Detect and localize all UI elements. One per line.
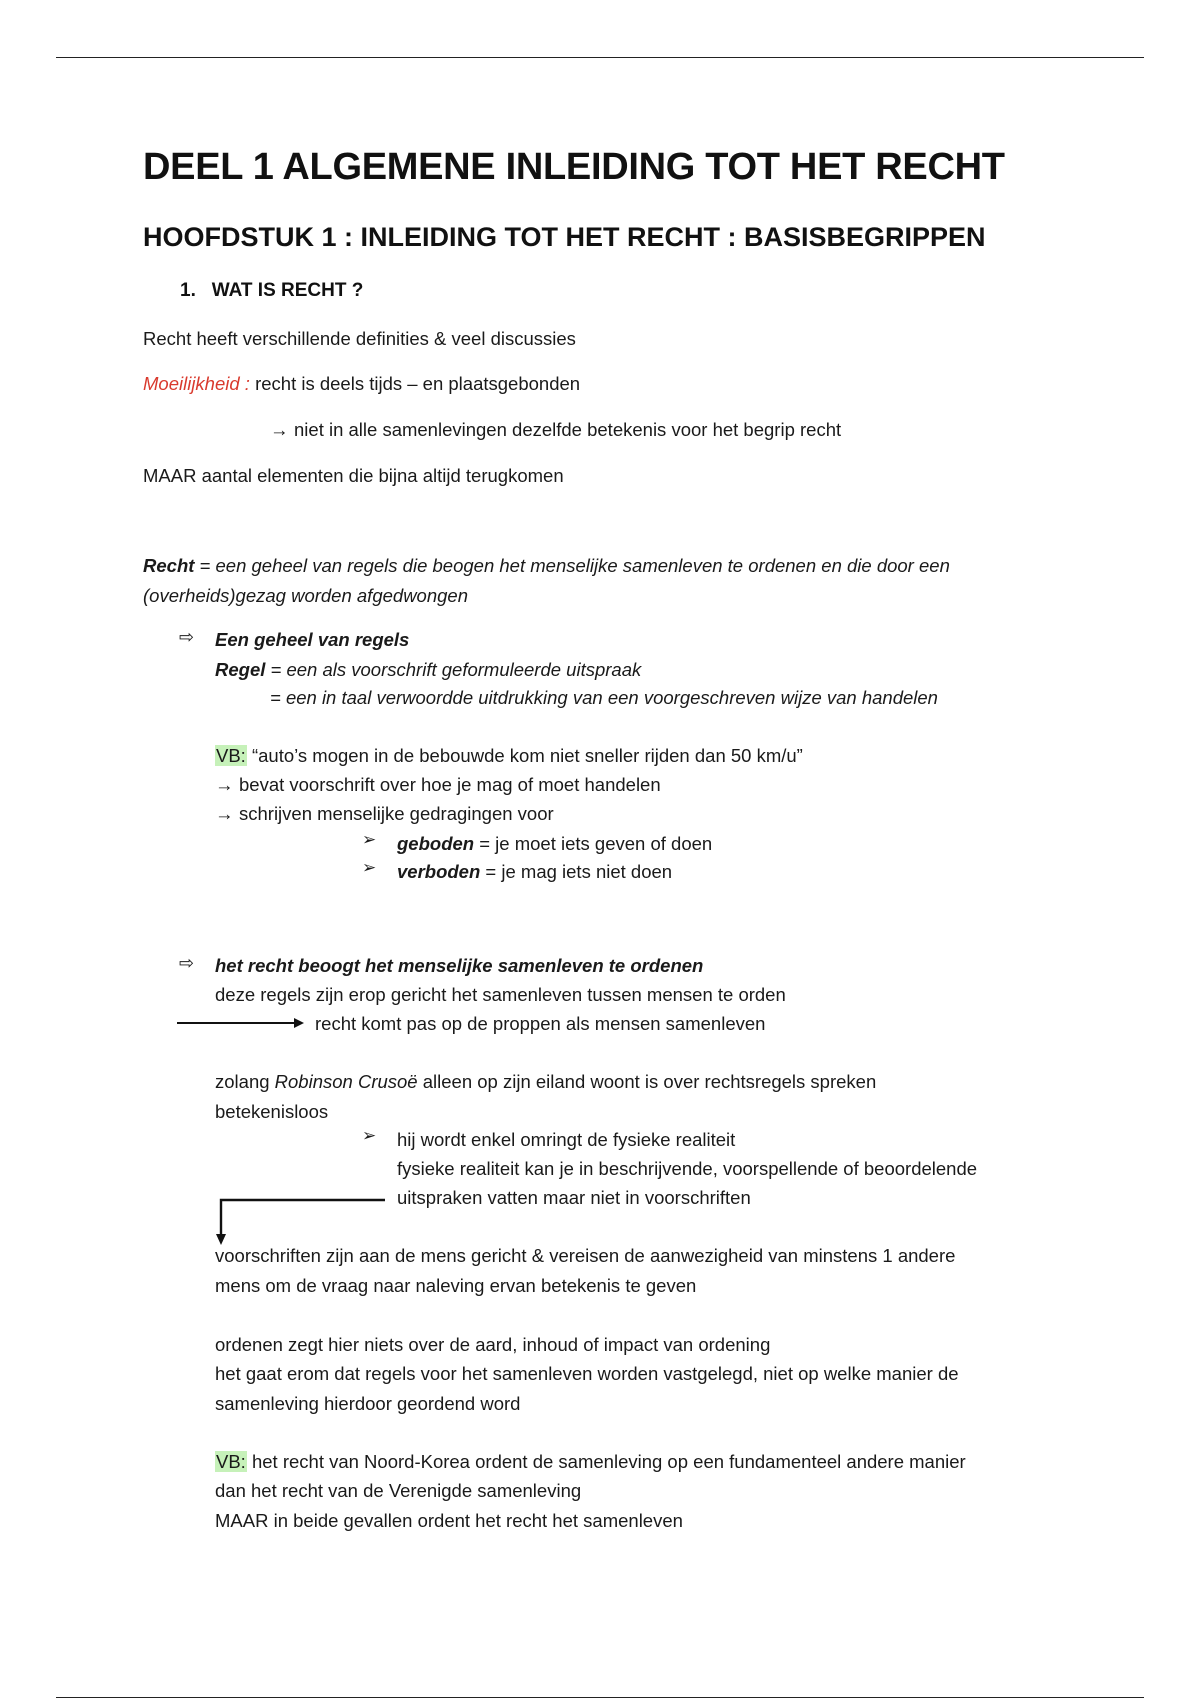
regel-def-2: = een in taal verwoordde uitdrukking van een voorgeschreven wijze van handelen [270,687,938,708]
vb-text-2: het recht van Noord-Korea ordent de samenleving op een fundamenteel andere manier [246,1451,966,1472]
bullet-line-2: fysieke realiteit kan je in beschrijvende, voorspellende of beoordelende [397,1158,978,1179]
geboden-term: geboden [397,833,475,854]
block2-line-1: deze regels zijn erop gericht het samenleven tussen mensen te orden [215,984,786,1005]
block2-arrow-text: recht komt pas op de proppen als mensen samenleven [315,1013,766,1034]
intro-arrow-text: niet in alle samenlevingen dezelfde betekenis voor het begrip recht [294,419,842,440]
verboden-term: verboden [397,861,481,882]
hollow-arrow-bullet-icon: ⇨ [179,627,195,647]
vb-line-4: MAAR in beide gevallen ordent het recht het samenleven [215,1510,683,1531]
bullet-line-3: uitspraken vatten maar niet in voorschriften [397,1187,751,1208]
vb-text-1: “auto’s mogen in de bebouwde kom niet sneller rijden dan 50 km/u” [246,745,803,766]
voorschriften-line-2: mens om de vraag naar naleving ervan betekenis te geven [215,1275,697,1296]
hollow-arrow-bullet-icon: ⇨ [179,953,195,973]
robinson-pre: zolang [215,1071,275,1092]
definition-line-2: (overheids)gezag worden afgedwongen [143,585,468,606]
block1-title: Een geheel van regels [215,629,410,650]
difficulty-text: recht is deels tijds – en plaatsgebonden [249,373,581,394]
ordenen-line-1: ordenen zegt hier niets over de aard, inhoud of impact van ordening [215,1334,771,1355]
vb-line-3: dan het recht van de Verenigde samenleving [215,1480,582,1501]
arrow-text-2: schrijven menselijke gedragingen voor [239,803,554,824]
right-arrow-icon: → [215,803,234,824]
part-heading: DEEL 1 ALGEMENE INLEIDING TOT HET RECHT [143,146,1005,188]
voorschriften-line-1: voorschriften zijn aan de mens gericht & vereisen de aanwezigheid van minstens 1 andere [215,1245,956,1266]
geboden-text: = je moet iets geven of doen [474,833,713,854]
arrow-text-1: bevat voorschrift over hoe je mag of moet handelen [239,774,661,795]
regel-term: Regel [215,659,266,680]
bullet-line-1: hij wordt enkel omringt de fysieke realiteit [397,1129,736,1150]
triangle-bullet-icon: ➢ [362,1126,377,1145]
verboden-text: = je mag iets niet doen [480,861,673,882]
robinson-name: Robinson Crusoë [274,1071,418,1092]
intro-line-1: Recht heeft verschillende definities & veel discussies [143,328,576,349]
elbow-down-arrow-icon [216,1200,385,1245]
difficulty-label: Moeilijkheid : [143,373,250,394]
intro-line-3: MAAR aantal elementen die bijna altijd terugkomen [143,465,564,486]
robinson-post: alleen op zijn eiland woont is over rechtsregels spreken [417,1071,877,1092]
section-number: 1. [180,280,196,301]
definition-term: Recht [143,555,195,576]
vb-highlight-2: VB: [216,1451,246,1472]
ordenen-line-3: samenleving hierdoor geordend word [215,1393,521,1414]
regel-def-1: = een als voorschrift geformuleerde uitspraak [265,659,642,680]
robinson-line-2: betekenisloos [215,1101,329,1122]
right-arrow-icon: → [215,774,234,795]
triangle-bullet-icon: ➢ [362,858,377,877]
ordenen-line-2: het gaat erom dat regels voor het samenleven worden vastgelegd, niet op welke manier de [215,1363,959,1384]
definition-text-1: = een geheel van regels die beogen het menselijke samenleven te ordenen en die door een [194,555,950,576]
vb-highlight-1: VB: [216,745,246,766]
section-title: WAT IS RECHT ? [211,280,364,301]
triangle-bullet-icon: ➢ [362,830,377,849]
chapter-heading: HOOFDSTUK 1 : INLEIDING TOT HET RECHT : BASISBEGRIPPEN [143,222,986,252]
long-right-arrow-icon [177,1018,304,1028]
right-arrow-icon: → [270,419,289,440]
block2-title: het recht beoogt het menselijke samenleven te ordenen [215,955,704,976]
